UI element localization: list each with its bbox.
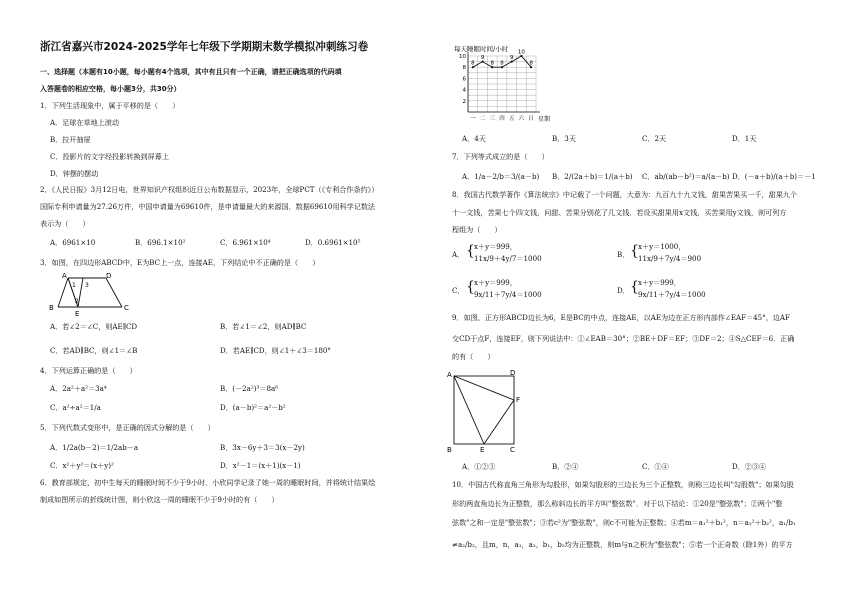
q8-option-d-eq2: 9x/11＋7y/4＝1000	[638, 290, 706, 299]
q9-figure	[446, 368, 526, 456]
q8-option-b-eq2: 11x/9＋7y/4＝900	[638, 254, 702, 263]
chart-x-tick-label: 五	[508, 116, 515, 122]
q6-option-c: C．2天	[642, 134, 667, 143]
q9-line2: 交CD于点F，连接EF，则下列说法中：①∠EAB＝30°；②BE＋DF＝EF；③DF＝2；④S△CEF＝6．正确	[452, 334, 795, 343]
chart-x-tick-label: 日	[528, 116, 534, 122]
q2-line2: 国际专利申请量为27.26万件，中国申请量为69610件，是申请量最大的来源国．数据69610用科学记数法	[40, 202, 376, 211]
chart-data-label: 8	[471, 60, 475, 67]
q8-line3: 程组为（ ）	[452, 225, 502, 234]
q2-option-b: B．696.1×10²	[135, 238, 186, 247]
q7-option-c: C．ab/(ab－b²)＝a/(a－b)	[642, 172, 730, 181]
q1-option-a: A．足球在草地上滚动	[50, 118, 119, 127]
q9-option-b: B．②④	[552, 462, 579, 471]
q8-option-a-eq2: 11x/9＋4y/7＝1000	[474, 254, 542, 263]
q2-option-d: D．0.6961×10⁵	[305, 238, 361, 247]
q1-option-d: D．钟摆的摆动	[50, 169, 99, 178]
chart-x-tick-label: 四	[499, 116, 505, 122]
q8-option-d-eq1: x＋y＝999，	[638, 278, 681, 287]
q5-option-c: C．x²＋y²＝(x＋y)²	[50, 461, 114, 470]
q9-option-d: D．②③④	[732, 462, 767, 471]
chart-data-label: 8	[490, 60, 495, 67]
chart-y-tick-label: 2	[462, 98, 466, 105]
fig3-angle-2: 2	[75, 298, 79, 305]
chart-y-tick-label: 6	[462, 76, 466, 83]
q6-option-b: B．3天	[552, 134, 576, 143]
chart-data-label: 9	[509, 55, 514, 62]
q4-option-d: D．(a－b)²＝a²－b²	[220, 403, 286, 412]
q9-option-c: C．①④	[642, 462, 669, 471]
fig9-label-b: B	[447, 446, 452, 454]
q2-line3: 表示为（ ）	[40, 219, 90, 228]
q3-option-a: A．若∠2＝∠C，则AE∥CD	[50, 322, 138, 331]
q8-option-c-eq1: x＋y＝999，	[474, 278, 517, 287]
q7-option-a: A．1/a－2/b＝3/(a－b)	[462, 172, 540, 181]
q5-option-b: B．3x－6y＋3＝3(x－2y)	[220, 443, 305, 452]
q1-stem: 1．下列生活现象中，属于平移的是（ ）	[40, 101, 180, 110]
q10-line2: 形的两直角边长为正整数，那么称斜边长的平方叫"整弦数"．对于以下结论：①20是"整弦数"；②两个"整	[452, 499, 783, 508]
q5-stem: 5．下列代数式变形中，是正确的因式分解的是（ ）	[40, 423, 215, 432]
q8-brace-d: {	[630, 279, 639, 295]
q4-option-b: B．(－2a²)³＝8a⁶	[220, 384, 279, 393]
chart-y-tick-label: 10	[459, 54, 466, 60]
q10-line4: ≠a₂/b₂，且m，n，a₁，a₂，b₁，b₂均为正整数，则m与n之积为"整弦数"；⑤若一个正奇数（除1外）的平方	[452, 540, 793, 549]
fig3-label-b: B	[49, 304, 54, 312]
fig3-angle-1: 1	[72, 282, 76, 289]
q4-option-a: A．2a²＋a²＝3a⁴	[50, 384, 107, 393]
chart-data-label: 9	[480, 55, 485, 62]
fig3-label-d: D	[106, 272, 112, 280]
sleep-line-chart	[452, 42, 572, 122]
q8-brace-c: {	[466, 279, 475, 295]
q3-option-b: B．若∠1＝∠2，则AD∥BC	[220, 322, 307, 331]
chart-data-label: 8	[529, 60, 533, 67]
chart-data-label: 8	[500, 60, 504, 67]
fig3-label-c: C	[124, 304, 129, 312]
q6-line1: 6．教育部规定，初中生每天的睡眠时间不少于9小时．小欣同学记录了她一周的睡眠时间，并将统计结果绘	[40, 478, 376, 487]
q10-line1: 10．中国古代称直角三角形为勾股形，如果勾股形的三边长为三个正整数，则称三边长叫"勾股数"；如果勾股	[452, 480, 794, 489]
q2-line1: 2．《人民日报》3月12日电，世界知识产权组织近日公布数据显示，2023年，全球PCT（《专利合作条约》）	[40, 185, 379, 194]
q8-option-a-eq1: x＋y＝999，	[474, 242, 517, 251]
q10-line3: 弦数"之和一定是"整弦数"；③若c²为"整弦数"，则c不可能为正整数；④若m＝a₁²＋b₁²，n＝a₂²＋b₂²，a₁/b₁	[452, 518, 796, 527]
q3-stem: 3．如图，在四边形ABCD中，E为BC上一点，连接AE，下列结论中不正确的是（ ）	[40, 258, 320, 267]
q7-stem: 7．下列等式成立的是（ ）	[452, 152, 549, 161]
chart-data-label: 10	[517, 49, 525, 56]
chart-title: 每天睡眠时间/小时	[454, 45, 509, 53]
q1-option-b: B．拉开抽屉	[50, 135, 91, 144]
chart-y-tick-label: 8	[462, 65, 466, 72]
q7-option-b: B．2/(2a＋b)＝1/(a＋b)	[552, 172, 633, 181]
q3-option-d: D．若AE∥CD，则∠1＋∠3＝180°	[220, 346, 331, 355]
q8-option-b-label: B．	[617, 250, 630, 259]
q8-brace-b: {	[630, 243, 639, 259]
fig3-angle-3: 3	[85, 282, 89, 289]
q8-option-a-label: A．	[452, 250, 465, 259]
q4-stem: 4．下列运算正确的是（ ）	[40, 366, 137, 375]
fig9-label-c: C	[510, 446, 515, 454]
q8-option-c-eq2: 9x/11＋7y/4＝1000	[474, 290, 542, 299]
q5-option-a: A．1/2a(b－2)＝1/2ab－a	[50, 443, 139, 452]
fig9-label-a: A	[447, 371, 452, 379]
q4-option-c: C．a²÷a²＝1/a	[50, 403, 101, 412]
section-heading-line1: 一、选择题（本题有10小题，每小题有4个选项，其中有且只有一个正确，请把正确选项的代码填	[40, 68, 342, 76]
q9-line3: 的有（ ）	[452, 352, 495, 361]
fig3-label-a: A	[62, 272, 67, 280]
q8-option-b-eq1: x＋y＝1000，	[638, 242, 686, 251]
page-title: 浙江省嘉兴市2024-2025学年七年级下学期期末数学模拟冲刺练习卷	[40, 41, 369, 53]
q8-option-c-label: C．	[452, 286, 465, 295]
q6-line2: 制成如图所示的折线统计图，则小欣这一周的睡眠不少于9小时的有（ ）	[40, 495, 279, 504]
q3-option-c: C．若AD∥BC，则∠1＝∠B	[50, 346, 138, 355]
q6-option-a: A．4天	[462, 134, 486, 143]
q2-option-a: A．6961×10	[50, 238, 96, 247]
chart-x-tick-label: 三	[489, 116, 496, 122]
fig9-label-e: E	[480, 446, 485, 454]
q6-option-d: D．1天	[732, 134, 757, 143]
fig9-label-d: D	[510, 369, 516, 377]
q8-option-d-label: D．	[617, 286, 630, 295]
q9-option-a: A．①②③	[462, 462, 496, 471]
q8-line1: 8．我国古代数学著作《算法统宗》中记载了一个问题，大意为：九百九十九文钱，甜果苦果买一千，甜果九个	[452, 190, 798, 199]
q8-line2: 十一文钱，苦果七个四文钱，问甜、苦果分别花了几文钱．若设买甜果用x文钱，买苦果用y文钱，则可列方	[452, 208, 787, 217]
chart-x-axis-label: 星期	[538, 116, 551, 122]
fig3-label-e: E	[75, 310, 80, 318]
q7-option-d: D．(－a＋b)/(a＋b)＝－1	[732, 172, 816, 181]
q3-figure	[48, 270, 138, 320]
section-heading-line2: 入答题卷的相应空格，每小题3分，共30分）	[40, 85, 181, 93]
chart-y-tick-label: 4	[462, 87, 466, 94]
q9-line1: 9．如图，正方形ABCD边长为6，E是BC的中点，连接AE，以AE为边在正方形内部作∠EAF＝45°，边AF	[452, 313, 790, 322]
q2-option-c: C．6.961×10⁴	[220, 238, 271, 247]
chart-x-tick-label: 二	[479, 116, 486, 122]
chart-x-tick-label: 一	[470, 116, 476, 122]
q8-brace-a: {	[466, 243, 475, 259]
chart-x-tick-label: 六	[518, 116, 525, 122]
q1-option-c: C．投影片的文字经投影转换到屏幕上	[50, 152, 169, 161]
q5-option-d: D．x²－1＝(x＋1)(x－1)	[220, 461, 301, 470]
fig9-label-f: F	[516, 396, 521, 404]
